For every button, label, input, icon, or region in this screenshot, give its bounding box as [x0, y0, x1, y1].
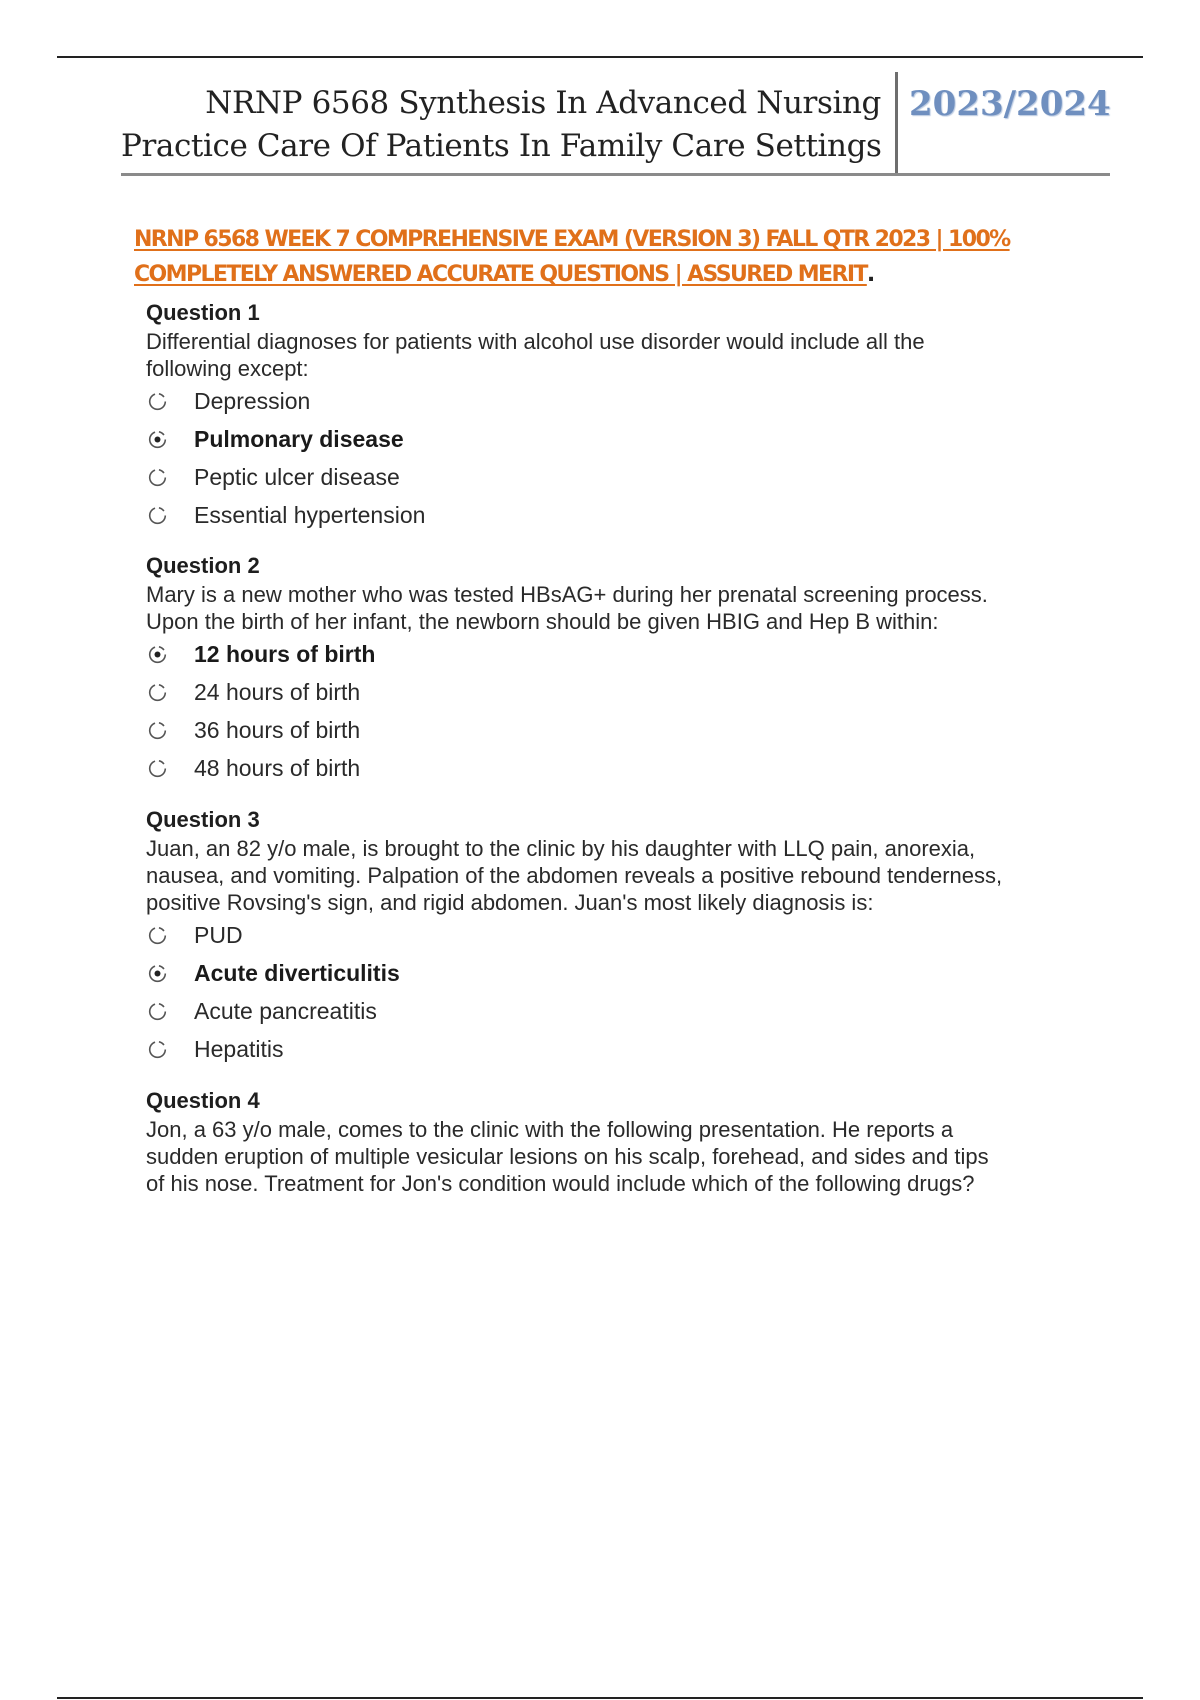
question-text-line: sudden eruption of multiple vesicular lesions on his scalp, forehead, and sides and tips: [146, 1144, 989, 1169]
question-text-line: Jon, a 63 y/o male, comes to the clinic with the following presentation. He reports a: [146, 1117, 954, 1142]
answer-option[interactable]: [146, 496, 1106, 534]
question-text-line: nausea, and vomiting. Palpation of the abdomen reveals a positive rebound tenderness,: [146, 863, 1003, 888]
top-rule: [57, 56, 1143, 58]
banner-line: NRNP 6568 WEEK 7 COMPREHENSIVE EXAM (VERSION 3) FALL QTR 2023 | 100%: [134, 227, 1010, 252]
radio-icon[interactable]: [148, 683, 167, 702]
answer-option[interactable]: [146, 382, 1106, 420]
answer-option-label: PUD: [194, 921, 243, 948]
answer-option-label: Essential hypertension: [194, 501, 426, 528]
radio-selected-icon[interactable]: [148, 430, 167, 449]
question-text-line: Upon the birth of her infant, the newborn should be given HBIG and Hep B within:: [146, 609, 939, 634]
question-text: [146, 581, 1106, 635]
document-header: [121, 72, 1110, 176]
answer-option-label: 24 hours of birth: [194, 678, 361, 705]
radio-selected-icon[interactable]: [148, 964, 167, 983]
radio-icon[interactable]: [148, 506, 167, 525]
radio-icon[interactable]: [148, 392, 167, 411]
answer-option-selected[interactable]: [146, 954, 1106, 992]
answer-option-label: 48 hours of birth: [194, 754, 361, 781]
question-block: [146, 553, 1106, 787]
header-divider: [895, 72, 898, 174]
exam-banner: [134, 222, 1094, 292]
question-title: Question 2: [146, 553, 260, 578]
bottom-rule: [57, 1697, 1143, 1699]
radio-icon[interactable]: [148, 926, 167, 945]
answer-option-label: 36 hours of birth: [194, 716, 361, 743]
radio-selected-icon[interactable]: [148, 645, 167, 664]
header-title: [121, 82, 881, 168]
answer-option[interactable]: [146, 673, 1106, 711]
header-title-line: NRNP 6568 Synthesis In Advanced Nursing: [205, 85, 881, 121]
question-title: Question 3: [146, 807, 260, 832]
question-block: [146, 807, 1106, 1068]
question-text-line: Mary is a new mother who was tested HBsAG+ during her prenatal screening process.: [146, 582, 988, 607]
radio-icon[interactable]: [148, 1002, 167, 1021]
radio-icon[interactable]: [148, 759, 167, 778]
question-block: [146, 300, 1106, 534]
answer-option-label: Depression: [194, 387, 311, 414]
header-year: 2023/2024: [909, 84, 1111, 124]
answer-option-label: Acute pancreatitis: [194, 997, 377, 1024]
answer-option[interactable]: [146, 916, 1106, 954]
question-text: [146, 835, 1106, 916]
answer-option-selected[interactable]: [146, 420, 1106, 458]
banner-period: .: [866, 262, 876, 287]
header-underline: [121, 173, 1110, 176]
question-text-line: Differential diagnoses for patients with alcohol use disorder would include all the: [146, 329, 925, 354]
answer-option-selected[interactable]: [146, 635, 1106, 673]
banner-line: COMPLETELY ANSWERED ACCURATE QUESTIONS | ASSURED MERIT: [134, 262, 867, 287]
question-text-line: following except:: [146, 356, 309, 381]
question-text: [146, 1116, 1106, 1197]
answer-option-label: Hepatitis: [194, 1035, 284, 1062]
answer-option-label: Pulmonary disease: [194, 425, 404, 452]
answer-option[interactable]: [146, 1030, 1106, 1068]
question-title: Question 4: [146, 1088, 260, 1113]
answer-option-label: Acute diverticulitis: [194, 959, 400, 986]
question-title: Question 1: [146, 300, 260, 325]
answer-option-label: 12 hours of birth: [194, 640, 376, 667]
question-block: [146, 1088, 1106, 1197]
answer-option[interactable]: [146, 458, 1106, 496]
answer-options: [146, 635, 1106, 787]
answer-options: [146, 916, 1106, 1068]
question-text: [146, 328, 1106, 382]
header-title-line: Practice Care Of Patients In Family Care Settings: [121, 128, 882, 164]
answer-option-label: Peptic ulcer disease: [194, 463, 400, 490]
radio-icon[interactable]: [148, 1040, 167, 1059]
answer-options: [146, 382, 1106, 534]
answer-option[interactable]: [146, 711, 1106, 749]
question-text-line: of his nose. Treatment for Jon's condition would include which of the following drugs?: [146, 1171, 975, 1196]
question-text-line: positive Rovsing's sign, and rigid abdomen. Juan's most likely diagnosis is:: [146, 890, 874, 915]
radio-icon[interactable]: [148, 721, 167, 740]
radio-icon[interactable]: [148, 468, 167, 487]
question-text-line: Juan, an 82 y/o male, is brought to the clinic by his daughter with LLQ pain, anorexia,: [146, 836, 976, 861]
answer-option[interactable]: [146, 992, 1106, 1030]
answer-option[interactable]: [146, 749, 1106, 787]
